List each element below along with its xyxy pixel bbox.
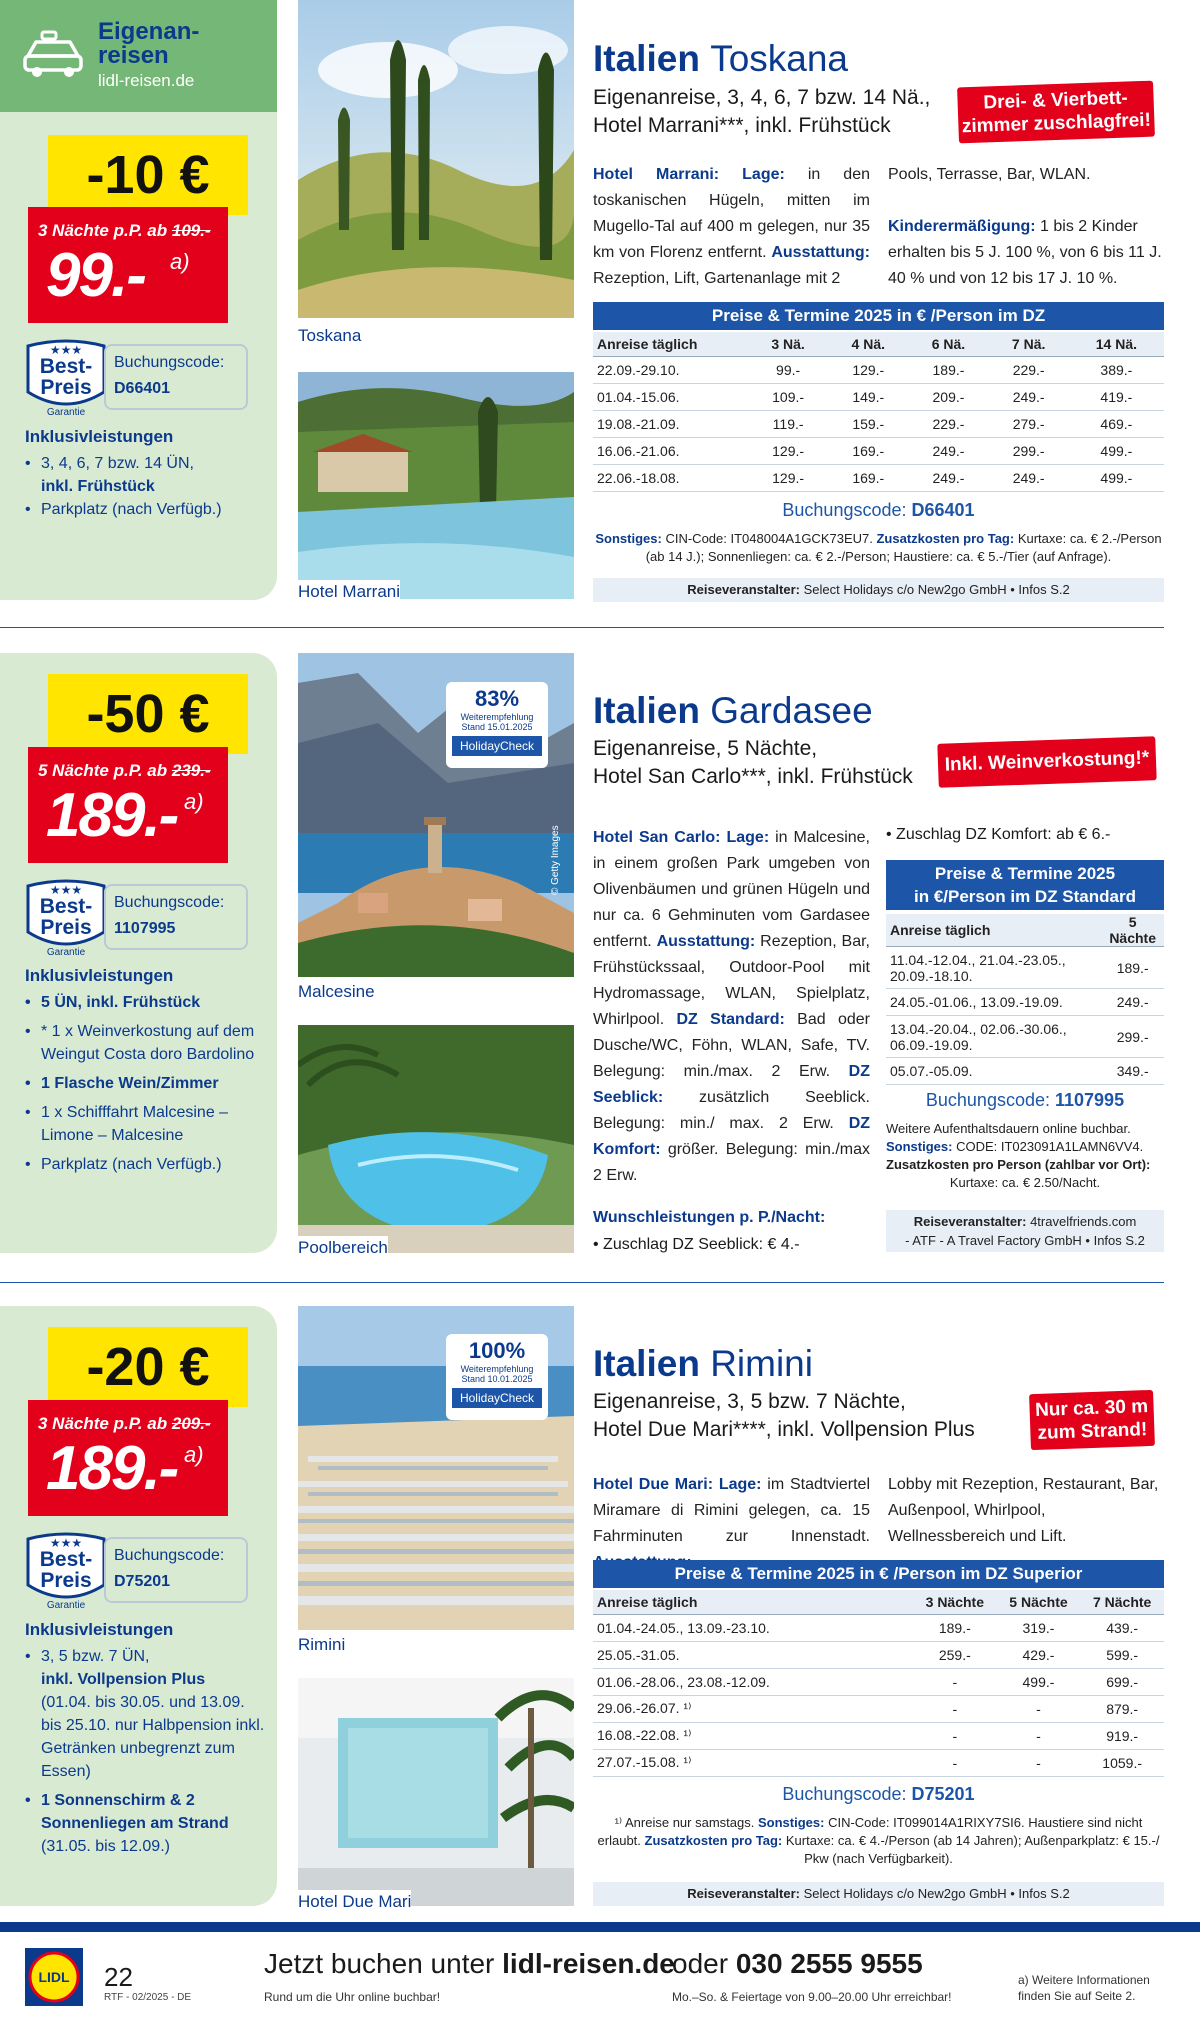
offer1-subtitle: Eigenanreise, 3, 4, 6, 7 bzw. 14 Nä., Hotel Marrani***, inkl. Frühstück xyxy=(593,86,931,137)
svg-text:★★★: ★★★ xyxy=(49,343,83,357)
table-row: 01.04.-24.05., 13.09.-23.10. 189.- 319.- 439.- xyxy=(593,1614,1164,1641)
offer3-title: Italien Rimini xyxy=(593,1343,813,1384)
offer3-table-title: Preise & Termine 2025 in € /Person im DZ Superior xyxy=(593,1560,1164,1588)
offer1-booking-code-box: Buchungscode: D66401 xyxy=(104,344,248,410)
offer2-table-title: Preise & Termine 2025 in €/Person im DZ Standard xyxy=(886,860,1164,910)
offer1-price-table xyxy=(593,332,1164,492)
offer2-description: Hotel San Carlo: Lage: in Malcesine, in einem großen Park umgeben von Olivenbäumen und grünen Hügeln und nur ca. 6 Gehminuten vom Gardasee entfernt. Ausstattung: Rezeption, Bar, Frühstückssaal, Outdoor-Pool mit Hydromassage, WLAN, Spielplatz, Whirlpool. DZ Standard: Bad oder Dusche/WC, Föhn, WLAN, Safe, TV. Belegung: min./max. 2 Erw. DZ Seeblick: zusätzlich Seeblick. Belegung: min./ max. 2 Erw. DZ Komfort: größer. Belegung: min./max 2 Erw. xyxy=(593,829,871,1184)
offer2-inclusive-list: Inklusivleistungen • 5 ÜN, inkl. Frühstück • * 1 x Weinverkostung auf dem Weingut Costa doro Bardolino • 1 Flasche Wein/Zimmer • 1 x Schifffahrt Malcesine – Limone – Malcesine • Parkplatz (nach Verfügb.) xyxy=(25,964,265,1176)
offer1-discount: -10 € xyxy=(48,135,248,215)
offer1-caption-1: Toskana xyxy=(298,326,362,345)
table-row: 19.08.-21.09. 119.- 159.- 229.- 279.- 469.- xyxy=(593,410,1164,437)
footer-phone-text: oder 030 2555 9555 xyxy=(672,1948,923,1979)
offer1-operator: Reiseveranstalter: Select Holidays c/o New2go GmbH • Infos S.2 xyxy=(593,578,1164,602)
offer2-photo-credit: © Getty Images xyxy=(550,825,561,895)
offer1-inclusive-list: Inklusivleistungen • 3, 4, 6, 7 bzw. 14 ÜN, inkl. Frühstück • Parkplatz (nach Verfügb.) xyxy=(25,425,265,521)
table-row: 22.06.-18.08. 129.- 169.- 249.- 249.- 499.- xyxy=(593,464,1164,491)
offer3-caption-2: Hotel Due Mari xyxy=(298,1892,412,1911)
offer2-discount: -50 € xyxy=(48,674,248,754)
footer-sub1: Rund um die Uhr online buchbar! xyxy=(264,1990,441,2004)
offer3-description-right: Lobby mit Rezeption, Restaurant, Bar, Außenpool, Whirlpool, Wellnessbereich und Lift. xyxy=(888,1476,1159,1545)
table-row: 13.04.-20.04., 02.06.-30.06., 06.09.-19.09. 299.- xyxy=(886,1016,1164,1058)
svg-text:LIDL: LIDL xyxy=(38,1969,70,1985)
offer3-photo-hotel xyxy=(298,1678,574,1906)
divider xyxy=(0,1282,1164,1283)
offer1-table-title: Preise & Termine 2025 in € /Person im DZ xyxy=(593,302,1164,330)
table-row: 16.06.-21.06. 129.- 169.- 249.- 299.- 499.- xyxy=(593,437,1164,464)
offer2-subtitle: Eigenanreise, 5 Nächte, Hotel San Carlo***, inkl. Frühstück xyxy=(593,737,913,788)
offer3-booking-code: Buchungscode: D75201 xyxy=(782,1784,975,1804)
offer1-caption-2: Hotel Marrani xyxy=(298,582,401,601)
offer2-badge: Inkl. Weinverkostung!* xyxy=(937,736,1156,788)
offer2-holidaycheck-badge: 83% Weiterempfehlung Stand 15.01.2025 HolidayCheck xyxy=(446,682,548,768)
offer3-subtitle: Eigenanreise, 3, 5 bzw. 7 Nächte, Hotel Due Mari****, inkl. Vollpension Plus xyxy=(593,1390,975,1441)
bestpreis-text: Best- Preis Garantie xyxy=(39,895,93,958)
divider xyxy=(0,627,1164,628)
offer2-operator: Reiseveranstalter: 4travelfriends.com - ATF - A Travel Factory GmbH • Infos S.2 xyxy=(886,1210,1164,1252)
svg-text:★★★: ★★★ xyxy=(49,1536,83,1550)
offer3-operator: Reiseveranstalter: Select Holidays c/o New2go GmbH • Infos S.2 xyxy=(593,1882,1164,1906)
table-header-row: Anreise täglich 5 Nächte xyxy=(886,914,1164,947)
table-row: 24.05.-01.06., 13.09.-19.09. 249.- xyxy=(886,989,1164,1016)
offer2-price-box: 5 Nächte p.P. ab 239.- 189.- a) xyxy=(28,747,228,863)
offer2-booking-code-box: Buchungscode: 1107995 xyxy=(104,884,248,950)
offer2-price-table xyxy=(886,914,1164,1085)
table-row: 05.07.-05.09. 349.- xyxy=(886,1058,1164,1085)
table-row: 01.04.-15.06. 109.- 149.- 209.- 249.- 419.- xyxy=(593,383,1164,410)
offer1-description-right: Pools, Terrasse, Bar, WLAN. Kinderermäßigung: 1 bis 2 Kinder erhalten bis 5 J. 100 %, von 6 bis 11 J. 40 % und von 12 bis 17 J. 10 %. xyxy=(888,166,1162,287)
eigenanreise-title: Eigenan- reisen xyxy=(98,18,200,69)
offer1-description-left: Hotel Marrani: Lage: in den toskanischen Hügeln, mitten im Mugello-Tal auf 400 m gelegen, nur 35 km von Florenz entfernt. Ausstattung: Rezeption, Lift, Gartenanlage mit 2 xyxy=(593,166,870,287)
offer1-notes: Sonstiges: CIN-Code: IT048004A1GCK73EU7. Zusatzkosten pro Tag: Kurtaxe: ca. € 2.-/Person (ab 14 J.); Sonnenliegen: ca. € 2.-/Person; Haustiere: ca. € 5.-/Tier (auf Anfrage). xyxy=(595,531,1162,564)
bestpreis-text: Best- Preis Garantie xyxy=(39,355,93,418)
table-row: 11.04.-12.04., 21.04.-23.05., 20.09.-18.10. 189.- xyxy=(886,947,1164,989)
footer-bar xyxy=(0,1922,1200,1932)
table-header-row: Anreise täglich 3 Nächte 5 Nächte 7 Nächte xyxy=(593,1590,1164,1614)
offer3-notes: ¹⁾ Anreise nur samstags. Sonstiges: CIN-Code: IT099014A1RIXY7SI6. Haustiere sind nicht erlaubt. Zusatzkosten pro Tag: Kurtaxe: ca. € 4.-/Person (ab 14 Jahren); Außenparkplatz: € 15.-/ Pkw (nach Verfügbarkeit). xyxy=(597,1815,1160,1866)
footer-sub2: Mo.–So. & Feiertage von 9.00–20.00 Uhr erreichbar! xyxy=(672,1990,952,2004)
car-icon xyxy=(22,28,84,80)
footer-url-link[interactable]: lidl-reisen.de xyxy=(502,1948,675,1979)
table-row: 16.08.-22.08. ¹⁾ - - 919.- xyxy=(593,1722,1164,1749)
svg-text:★★★: ★★★ xyxy=(49,883,83,897)
offer1-booking-code: Buchungscode: D66401 xyxy=(782,500,975,520)
footer-book-text: Jetzt buchen unter lidl-reisen.de xyxy=(264,1948,675,1979)
offer3-holidaycheck-badge: 100% Weiterempfehlung Stand 10.01.2025 HolidayCheck xyxy=(446,1334,548,1420)
offer3-price-box: 3 Nächte p.P. ab 209.- 189.- a) xyxy=(28,1400,228,1516)
bestpreis-text: Best- Preis Garantie xyxy=(39,1548,93,1611)
table-row: 27.07.-15.08. ¹⁾ - - 1059.- xyxy=(593,1749,1164,1776)
table-header-row: Anreise täglich 3 Nä. 4 Nä. 6 Nä. 7 Nä. 14 Nä. xyxy=(593,332,1164,356)
offer3-discount: -20 € xyxy=(48,1327,248,1407)
offer3-booking-code-box: Buchungscode: D75201 xyxy=(104,1537,248,1603)
offer3-price-table xyxy=(593,1590,1164,1777)
offer2-booking-code: Buchungscode: 1107995 xyxy=(925,1090,1125,1110)
footer-footnote: a) Weitere Informationen finden Sie auf Seite 2. xyxy=(1018,1973,1150,2003)
offer3-description-left: Hotel Due Mari: Lage: im Stadtviertel Miramare di Rimini gelegen, ca. 15 Fahrminuten zur Innenstadt. xyxy=(593,1476,871,1545)
table-row: 25.05.-31.05. 259.- 429.- 599.- xyxy=(593,1641,1164,1668)
page-number: 22 xyxy=(104,1962,133,1992)
lidl-logo-icon[interactable] xyxy=(25,1948,83,2006)
offer1-photo-toskana xyxy=(298,0,574,318)
offer1-price-box: 3 Nächte p.P. ab 109.- 99.- a) xyxy=(28,207,228,323)
offer1-badge: Drei- & Vierbett- zimmer zuschlagfrei! xyxy=(957,81,1155,144)
offer2-caption-2: Poolbereich xyxy=(298,1238,388,1257)
offer2-notes: Weitere Aufenthaltsdauern online buchbar. Sonstiges: CODE: IT023091A1LAMN6VV4. Zusatzkosten pro Person (zahlbar vor Ort): Kurtaxe: ca. € 2.50/Nacht. xyxy=(886,1121,1151,1190)
table-row: 22.09.-29.10. 99.- 129.- 189.- 229.- 389.- xyxy=(593,356,1164,383)
offer2-title: Italien Gardasee xyxy=(593,690,873,731)
table-row: 01.06.-28.06., 23.08.-12.09. - 499.- 699.- xyxy=(593,1668,1164,1695)
offer1-photo-hotel xyxy=(298,372,574,599)
offer3-caption-1: Rimini xyxy=(298,1635,346,1654)
offer3-badge: Nur ca. 30 m zum Strand! xyxy=(1029,1390,1155,1450)
offer2-caption-1: Malcesine xyxy=(298,982,375,1001)
offer3-inclusive-list: Inklusivleistungen • 3, 5 bzw. 7 ÜN, inkl. Vollpension Plus (01.04. bis 30.05. und 13.09. bis 25.10. nur Halbpension inkl. Getränken unbegrenzt zum Essen) • 1 Sonnenschirm & 2 Sonnenliegen am Strand (31.05. bis 12.09.) xyxy=(25,1618,265,1858)
table-row: 29.06.-26.07. ¹⁾ - - 879.- xyxy=(593,1695,1164,1722)
footer-phone-link[interactable]: 030 2555 9555 xyxy=(735,1948,923,1979)
offer2-zuschlag: • Zuschlag DZ Komfort: ab € 6.- xyxy=(886,826,1111,843)
offer1-title: Italien Toskana xyxy=(593,38,849,79)
header-url[interactable]: lidl-reisen.de xyxy=(98,71,195,90)
catalog-code: RTF - 02/2025 - DE xyxy=(104,1992,192,2003)
offer2-wunsch-title: Wunschleistungen p. P./Nacht: xyxy=(593,1209,826,1226)
offer2-wunsch-item: • Zuschlag DZ Seeblick: € 4.- xyxy=(593,1236,800,1253)
eigenanreise-tag xyxy=(0,0,277,112)
offer2-photo-pool xyxy=(298,1025,574,1253)
